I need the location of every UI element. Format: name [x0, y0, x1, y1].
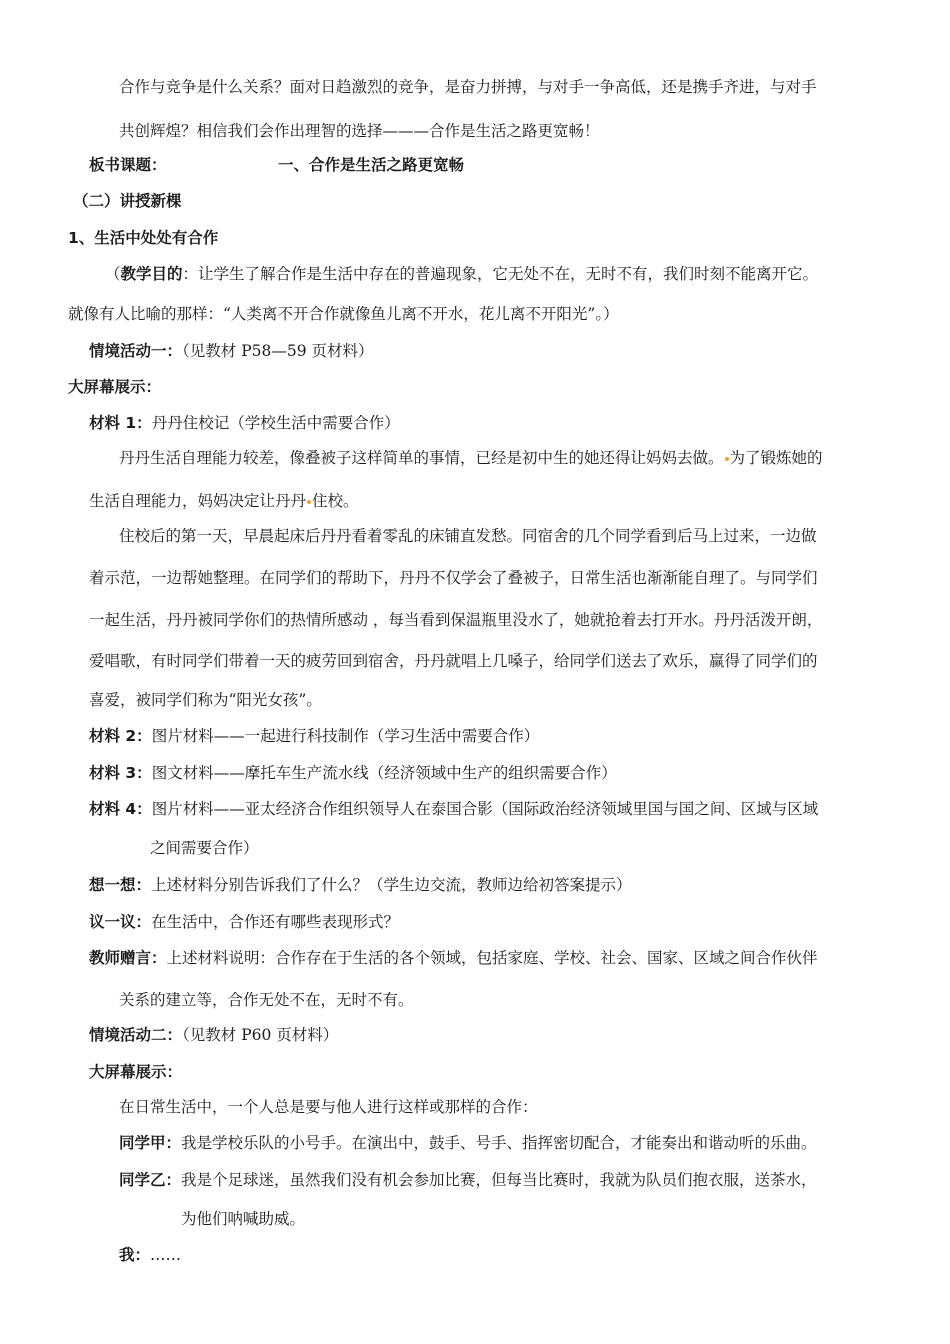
teacher-message: [89, 948, 818, 968]
highlight-mark: [307, 500, 311, 504]
material-1-para-2-line-2: 着示范，一边帮她整理。在同学们的帮助下，丹丹不仅学会了叠被子，日常生活也渐渐能自理了。与同学们: [89, 569, 818, 587]
intro-line-1: 合作与竞争是什么关系？面对日趋激烈的竞争，是奋力拼搏，与对手一争高低，还是携手齐进，与对手: [119, 78, 817, 96]
student-b-text-1: 我是个足球迷，虽然我们没有机会参加比赛，但每当比赛时，我就为队员们抱衣服，送茶水，: [181, 1171, 817, 1189]
activity-1-label: 情境活动一：: [89, 342, 183, 360]
banshu-title: 一、合作是生活之路更宽畅: [278, 156, 465, 174]
point-heading-1: 1、生活中处处有合作: [68, 229, 219, 247]
material-1-para-1-line-2: [89, 491, 359, 511]
material-4-text-1: 图片材料——亚太经济合作组织领导人在泰国合影（国际政治经济领域里国与国之间、区域与区域: [151, 800, 819, 818]
material-2: [89, 726, 539, 746]
think-label: 想一想：: [89, 876, 152, 894]
teacher-text-2: 关系的建立等，合作无处不在，无时不有。: [119, 991, 414, 1009]
material-1-para-2-line-4: 爱唱歌，有时同学们带着一天的疲劳回到宿舍，丹丹就唱上几嗓子，给同学们送去了欢乐，赢得了同学们的: [89, 652, 818, 670]
material-4: [89, 799, 818, 819]
activity-2: [89, 1025, 338, 1045]
teaching-goal-line-2: 就像有人比喻的那样：“人类离不开合作就像鱼儿离不开水，花儿离不开阳光”。）: [68, 305, 619, 323]
material-1: [89, 413, 400, 433]
teacher-label: 教师赠言：: [89, 949, 167, 967]
text-span: 为了锻炼她的: [729, 449, 823, 467]
discuss-prompt: [89, 912, 399, 932]
material-1-text: 丹丹住校记（学校生活中需要合作）: [151, 414, 400, 432]
activity-2-label: 情境活动二：: [89, 1026, 183, 1044]
student-b-text-2: 为他们呐喊助威。: [181, 1210, 306, 1228]
highlight-mark: [725, 457, 729, 461]
me-text: ……: [150, 1246, 182, 1264]
material-4-text-2: 之间需要合作）: [150, 839, 259, 857]
material-1-para-2-line-1: 住校后的第一天，早晨起床后丹丹看着零乱的床铺直发愁。同宿舍的几个同学看到后马上过来，一边做: [119, 527, 817, 545]
intro-line-2: 共创辉煌？相信我们会作出理智的选择———合作是生活之路更宽畅！: [119, 122, 600, 140]
material-4-label: 材料 4：: [89, 800, 152, 818]
material-1-para-2-line-3: 一起生活，丹丹被同学你们的热情所感动 ，每当看到保温瓶里没水了，她就抢着去打开水。丹丹活泼开朗，: [89, 611, 823, 629]
student-a-label: 同学甲：: [119, 1134, 182, 1152]
think-prompt: [89, 875, 632, 895]
text-span: 住校。: [312, 492, 359, 510]
me-label: 我：: [119, 1246, 151, 1264]
material-2-text: 图片材料——一起进行科技制作（学习生活中需要合作）: [151, 727, 540, 745]
activity-2-text: （见教材 P60 页材料）: [182, 1026, 339, 1044]
goal-open-paren: （: [105, 265, 121, 283]
activity-1-text: （见教材 P58—59 页材料）: [182, 342, 374, 360]
me-line: [119, 1245, 181, 1265]
student-a: [119, 1133, 817, 1153]
discuss-text: 在生活中，合作还有哪些表现形式？: [151, 913, 400, 931]
material-3-text: 图文材料——摩托车生产流水线（经济领域中生产的组织需要合作）: [151, 764, 617, 782]
goal-label: 教学目的: [120, 265, 183, 283]
student-b: [119, 1170, 817, 1190]
screen-heading-1: 大屏幕展示：: [68, 378, 162, 396]
material-3-label: 材料 3：: [89, 764, 152, 782]
material-1-para-1-line-1: [119, 448, 823, 468]
goal-text-1: ：让学生了解合作是生活中存在的普遍现象，它无处不在，无时不有，我们时刻不能离开它。: [182, 265, 819, 283]
student-a-text: 我是学校乐队的小号手。在演出中，鼓手、号手、指挥密切配合，才能奏出和谐动听的乐曲。: [181, 1134, 817, 1152]
section-heading: （二）讲授新棵: [73, 192, 182, 210]
daily-life-intro: 在日常生活中，一个人总是要与他人进行这样或那样的合作：: [119, 1098, 538, 1116]
discuss-label: 议一议：: [89, 913, 152, 931]
teacher-text-1: 上述材料说明：合作存在于生活的各个领域，包括家庭、学校、社会、国家、区域之间合作伙伴: [166, 949, 818, 967]
material-1-label: 材料 1：: [89, 414, 152, 432]
material-2-label: 材料 2：: [89, 727, 152, 745]
teaching-goal-line-1: [105, 264, 818, 284]
think-text: 上述材料分别告诉我们了什么？（学生边交流，教师边给初答案提示）: [151, 876, 632, 894]
material-3: [89, 763, 617, 783]
activity-1: [89, 341, 374, 361]
student-b-label: 同学乙：: [119, 1171, 182, 1189]
text-span: 生活自理能力，妈妈决定让丹丹: [89, 492, 307, 510]
screen-heading-2: 大屏幕展示：: [89, 1063, 183, 1081]
text-span: 丹丹生活自理能力较差，像叠被子这样简单的事情，已经是初中生的她还得让妈妈去做。: [119, 449, 724, 467]
material-1-para-2-line-5: 喜爱，被同学们称为“阳光女孩”。: [89, 691, 322, 709]
banshu-label: 板书课题：: [89, 156, 167, 174]
